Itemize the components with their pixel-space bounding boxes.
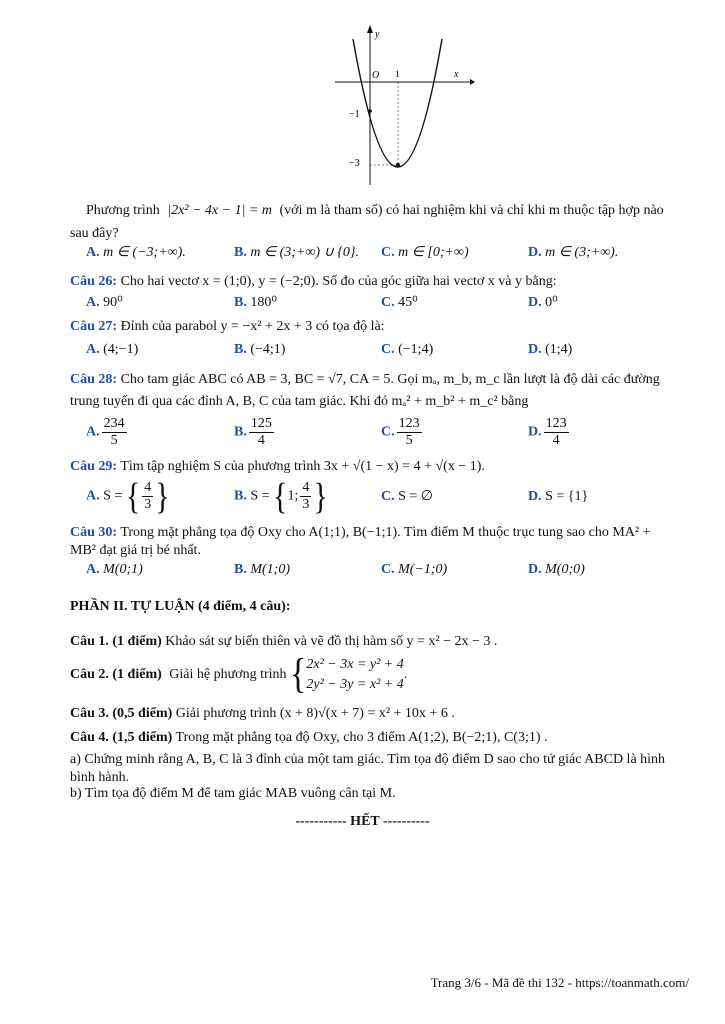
fraction <box>249 416 274 449</box>
x-axis-label: x <box>454 69 459 80</box>
denominator: 4 <box>552 433 560 448</box>
option-label: D. <box>528 489 542 504</box>
essay-q1-number: Câu 1. (1 điểm) <box>70 634 162 649</box>
option-value: m ∈ (3;+∞). <box>545 245 619 260</box>
option-value: M(1;0) <box>250 562 290 577</box>
q27-option-a[interactable] <box>86 341 138 359</box>
option-value: M(0;1) <box>103 562 143 577</box>
q29-text: Tìm tập nghiệm S của phương trình 3x + √(1 − x) = 4 + √(x − 1). <box>120 459 485 474</box>
q26-option-d[interactable] <box>528 294 558 312</box>
option-label: D. <box>528 245 542 260</box>
q28-number: Câu 28: <box>70 372 118 387</box>
essay-q4-part-b: b) Tìm tọa độ điểm M để tam giác MAB vuông cân tại M. <box>70 786 396 801</box>
y-axis-arrow <box>367 25 373 33</box>
denominator: 4 <box>257 433 265 448</box>
option-value: (1;4) <box>545 342 573 357</box>
essay-q2-number: Câu 2. (1 điểm) <box>70 667 162 682</box>
y-axis-label: y <box>375 29 380 40</box>
q28-text1: Cho tam giác ABC có AB = 3, BC = √7, CA = 5. Gọi mₐ, m_b, m_c lần lượt là độ dài các đường <box>120 372 660 387</box>
fraction <box>544 416 569 449</box>
essay-q1 <box>70 633 689 651</box>
option-value: m ∈ [0;+∞) <box>398 245 469 260</box>
q26-number: Câu 26: <box>70 274 118 289</box>
parabola-curve <box>353 39 442 167</box>
q27-number: Câu 27: <box>70 319 118 334</box>
q26-option-b[interactable] <box>234 294 277 312</box>
tick-y1-label: −1 <box>349 109 360 120</box>
option-label: A. <box>86 342 100 357</box>
option-label: D. <box>528 342 542 357</box>
q30-text1: Trong mặt phẳng tọa độ Oxy cho A(1;1), B(−1;1). Tìm điểm M thuộc trục tung sao cho MA² + <box>120 525 651 540</box>
essay-q2: Câu 2. (1 điểm) Giải hệ phương trình { 2x² − 3x = y² + 4 2y² − 3y = x² + 4 . <box>70 651 408 698</box>
q26-stem <box>70 273 689 291</box>
brace-close: } <box>313 475 328 517</box>
q25-stem <box>86 202 664 220</box>
numerator: 4 <box>302 480 310 495</box>
q25-stem-cont: sau đây? <box>70 226 119 241</box>
q28-option-d[interactable] <box>528 416 571 449</box>
option-label: A. <box>86 295 100 310</box>
q25-option-a[interactable] <box>86 244 186 262</box>
part2-heading: PHẦN II. TỰ LUẬN (4 điểm, 4 câu): <box>70 599 291 614</box>
option-value: M(−1;0) <box>398 562 448 577</box>
fraction <box>102 416 127 449</box>
q30-option-b[interactable] <box>234 561 290 579</box>
brace-open: { <box>125 475 141 517</box>
q25-option-d[interactable] <box>528 244 618 262</box>
origin-label: O <box>372 70 380 81</box>
option-label: A. <box>86 488 100 504</box>
essay-q3-number: Câu 3. (0,5 điểm) <box>70 706 173 721</box>
numerator: 234 <box>103 416 125 431</box>
fraction <box>142 480 153 513</box>
q29-option-a[interactable] <box>86 475 170 517</box>
essay-q1-text: Khảo sát sự biến thiên và vẽ đồ thị hàm số y = x² − 2x − 3 . <box>165 634 498 649</box>
option-label: A. <box>86 562 100 577</box>
option-value: (4;−1) <box>103 342 139 357</box>
numerator: 123 <box>398 416 420 431</box>
q30-option-c[interactable] <box>381 561 447 579</box>
option-value: (−1;4) <box>398 342 434 357</box>
option-value: m ∈ (−3;+∞). <box>103 245 186 260</box>
numerator: 4 <box>144 480 152 495</box>
q28-option-b[interactable] <box>234 416 276 449</box>
numerator: 123 <box>545 416 567 431</box>
q30-option-d[interactable] <box>528 561 585 579</box>
tick-y3-label: −3 <box>349 158 360 169</box>
option-value: M(0;0) <box>545 562 585 577</box>
option-label: C. <box>381 562 395 577</box>
option-value: (−4;1) <box>250 342 286 357</box>
option-value: 180⁰ <box>250 295 277 310</box>
q26-option-a[interactable] <box>86 294 123 312</box>
essay-q2-text: Giải hệ phương trình <box>169 667 287 682</box>
q25-equation: |2x² − 4x − 1| = m <box>167 203 272 218</box>
option-label: B. <box>234 488 247 504</box>
brace-open: { <box>273 475 288 517</box>
option-label: C. <box>381 245 395 260</box>
option-value: 90⁰ <box>103 295 123 310</box>
essay-q4-part-a: a) Chứng minh rằng A, B, C là 3 đỉnh của một tam giác. Tìm tọa độ điểm D sao cho tứ giác ABCD là hình bình hành. <box>70 752 666 785</box>
option-label: C. <box>381 295 395 310</box>
essay-q3-text: Giải phương trình (x + 8)√(x + 7) = x² + 10x + 6 . <box>175 706 455 721</box>
vertex-point <box>396 163 400 167</box>
option-value: S = ∅ <box>398 489 434 504</box>
option-label: D. <box>528 562 542 577</box>
option-label: D. <box>528 424 542 440</box>
q27-stem <box>70 318 689 336</box>
fraction <box>397 416 422 449</box>
q27-text: Đỉnh của parabol y = −x² + 2x + 3 có tọa độ là: <box>120 319 385 334</box>
option-label: A. <box>86 424 100 440</box>
q29-option-c[interactable] <box>381 488 433 506</box>
q26-option-c[interactable] <box>381 294 418 312</box>
page-footer: Trang 3/6 - Mã đề thi 132 - https://toanmath.com/ <box>430 975 689 990</box>
q30-stem-cont: MB² đạt giá trị bé nhất. <box>70 543 201 558</box>
x-axis-arrow <box>470 79 475 85</box>
q28-option-a[interactable] <box>86 416 129 449</box>
denominator: 3 <box>302 497 310 512</box>
essay-q4-text: Trong mặt phẳng tọa độ Oxy, cho 3 điểm A(1;2), B(−2;1), C(3;1) . <box>175 730 548 745</box>
q28-option-c[interactable] <box>381 416 424 449</box>
option-value: S = {1} <box>545 489 589 504</box>
y-intercept-point <box>368 109 372 113</box>
q27-option-b[interactable] <box>234 341 285 359</box>
q25-option-b[interactable] <box>234 244 359 262</box>
option-label: B. <box>234 424 247 440</box>
system-brace: { <box>290 651 307 698</box>
q30-stem <box>70 524 689 542</box>
denominator: 5 <box>110 433 118 448</box>
option-label: B. <box>234 562 247 577</box>
system-eq2: 2y² − 3y = x² + 4 <box>306 677 404 692</box>
q28-stem-cont: trung tuyến đi qua các đỉnh A, B, C của tam giác. Khi đó mₐ² + m_b² + m_c² bằng <box>70 394 529 409</box>
q27-option-c[interactable] <box>381 341 433 359</box>
q30-option-a[interactable] <box>86 561 143 579</box>
end-mark: ----------- HẾT ---------- <box>295 814 430 829</box>
option-value: m ∈ (3;+∞) ∪ {0}. <box>250 245 360 260</box>
essay-q3 <box>70 705 689 723</box>
q30-number: Câu 30: <box>70 525 118 540</box>
equation-system <box>306 655 403 695</box>
essay-q4-number: Câu 4. (1,5 điểm) <box>70 730 173 745</box>
numerator: 125 <box>250 416 272 431</box>
tick-x-label: 1 <box>395 69 400 79</box>
q25-option-c[interactable] <box>381 244 469 262</box>
option-label: C. <box>381 424 395 440</box>
q25-text-b: (với m là tham số) có hai nghiệm khi và chỉ khi m thuộc tập hợp nào <box>279 203 664 218</box>
q25-text-a: Phương trình <box>86 203 160 218</box>
q29-number: Câu 29: <box>70 459 118 474</box>
option-prefix: S = <box>103 488 123 504</box>
option-label: B. <box>234 342 247 357</box>
q27-option-d[interactable] <box>528 341 572 359</box>
option-label: C. <box>381 342 395 357</box>
q26-text: Cho hai vectơ x = (1;0), y = (−2;0). Số đo của góc giữa hai vectơ x và y bằng: <box>120 274 557 289</box>
essay-q4 <box>70 729 689 747</box>
option-prefix: S = <box>250 488 270 504</box>
q29-option-b[interactable] <box>234 475 328 517</box>
option-value: 0⁰ <box>545 295 558 310</box>
q29-stem <box>70 458 689 476</box>
option-label: B. <box>234 245 247 260</box>
denominator: 5 <box>405 433 413 448</box>
brace-close: } <box>155 475 170 517</box>
q28-stem <box>70 371 689 389</box>
option-label: D. <box>528 295 542 310</box>
denominator: 3 <box>144 497 152 512</box>
system-eq1: 2x² − 3x = y² + 4 <box>306 657 404 672</box>
set-element: 1; <box>287 488 299 504</box>
option-label: B. <box>234 295 247 310</box>
option-label: A. <box>86 245 100 260</box>
option-value: 45⁰ <box>398 295 418 310</box>
parabola-graph <box>335 25 475 190</box>
q29-option-d[interactable] <box>528 488 588 506</box>
option-label: C. <box>381 489 395 504</box>
fraction <box>300 480 311 513</box>
